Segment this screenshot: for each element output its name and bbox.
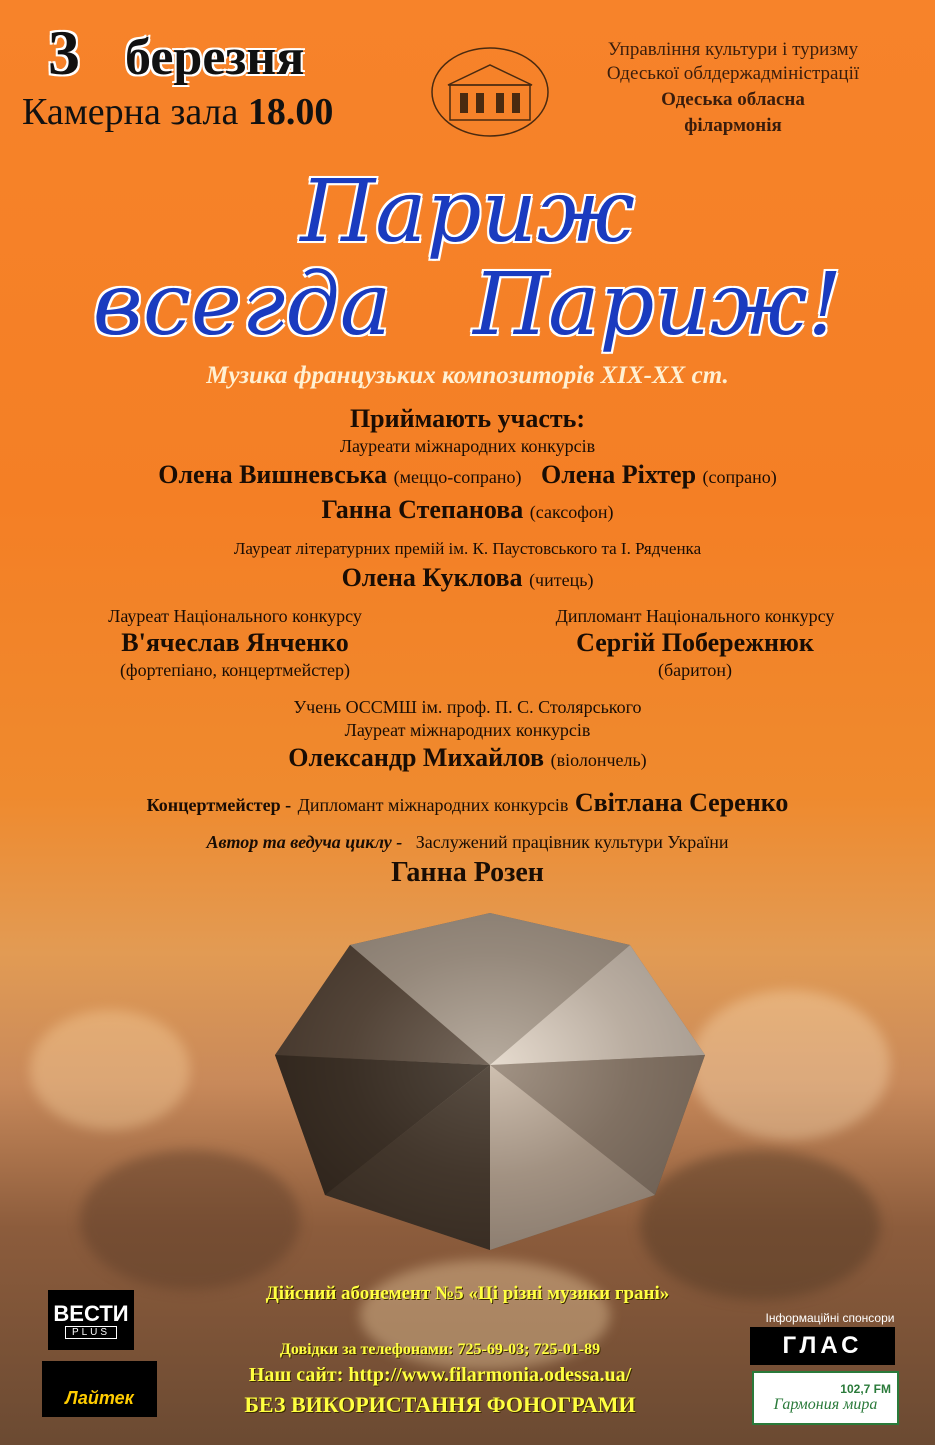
performer-role: (фортепіано, концертмейстер) (119, 660, 351, 680)
poster-title-line2-text: всегда Париж! (92, 255, 843, 355)
performer-role: (читець) (529, 570, 594, 590)
organizer-line: Одеської облдержадміністрації (606, 63, 860, 84)
poster-subtitle: Музика французьких композиторів XIX-XX ст. (206, 362, 729, 389)
performer-name: Ганна Розен (391, 857, 544, 888)
performer-name: Сергій Побережнюк (576, 628, 814, 657)
performer-name: Ганна Степанова (321, 495, 524, 524)
accompanist-label: Концертмейстер - (146, 795, 292, 815)
host-label: Автор та ведуча циклу - (206, 832, 403, 852)
info-sponsors-label: Інформаційні спонсори (765, 1311, 895, 1325)
venue-time: 18.00 (247, 91, 334, 133)
performer-name: Олена Куклова (341, 563, 523, 592)
performer-name: Олександр Михайлов (288, 743, 545, 772)
laytek-logo (42, 1361, 157, 1417)
radio-frequency: 102,7 FM (840, 1382, 891, 1396)
subscription-note: Дійсний абонемент №5 «Ці різні музики грані» (265, 1283, 670, 1304)
performers-row (0, 743, 935, 773)
performer-role: (саксофон) (529, 502, 614, 522)
poster-title-line2 (0, 255, 935, 355)
laytek-logo-text: Лайтек (65, 1387, 134, 1408)
note-literary: Лауреат літературних премій ім. К. Паустовського та І. Рядченка (233, 539, 702, 558)
vesti-logo-text: ВЕСТИ (53, 1300, 129, 1326)
performers-row (0, 563, 935, 593)
garmonia-mira-radio-logo (752, 1371, 899, 1425)
performer-role: (віолончель) (550, 750, 647, 770)
note-left: Лауреат Національного конкурсу (108, 606, 362, 626)
date-month: березня (125, 29, 305, 86)
note-laureates: Лауреати міжнародних конкурсів (339, 436, 596, 456)
note-student: Учень ОССМШ ім. проф. П. С. Столярського (293, 697, 642, 717)
website-link[interactable]: Наш сайт: http://www.filarmonia.odessa.ua/ (248, 1364, 632, 1386)
host-row (0, 832, 935, 853)
performer-role: (баритон) (657, 660, 733, 680)
note-right: Дипломант Національного конкурсу (555, 606, 835, 626)
radio-logo-text: Гармония мира (773, 1396, 878, 1413)
date-day: 3 (48, 17, 80, 88)
organizer-line: філармонія (684, 115, 782, 136)
organizer-line: Одеська обласна (661, 89, 805, 110)
host-note: Заслужений працівник культури України (415, 832, 729, 852)
vesti-logo-sub: PLUS (65, 1326, 117, 1339)
performer-name: Олена Вишневська (158, 460, 388, 489)
diamond-illustration (255, 905, 725, 1265)
participants-heading: Приймають участь: (349, 404, 586, 433)
venue-hall: Камерна зала (22, 91, 239, 133)
vesti-plus-logo (48, 1290, 134, 1350)
philharmonic-building-emblem (430, 45, 550, 140)
phones: Довідки за телефонами: 725-69-03; 725-01-89 (279, 1341, 601, 1358)
performers-row (0, 460, 935, 490)
performer-name: В'ячеслав Янченко (121, 628, 349, 657)
note-student2: Лауреат міжнародних конкурсів (344, 720, 591, 740)
poster-title-line1: Париж (300, 162, 635, 262)
venue (22, 90, 333, 134)
performer-name: Світлана Серенко (574, 788, 789, 817)
performer-role: (сопрано) (702, 467, 777, 487)
accompanist-note: Дипломант міжнародних конкурсів (297, 795, 569, 815)
glas-logo-text: ГЛАС (782, 1332, 863, 1359)
accompanist-row (0, 788, 935, 818)
performer-name: Олена Ріхтер (540, 460, 697, 489)
glas-logo (750, 1327, 895, 1365)
bokeh-light (30, 1010, 190, 1130)
organizer-line: Управління культури і туризму (607, 39, 859, 60)
no-playback-note: БЕЗ ВИКОРИСТАННЯ ФОНОГРАМИ (244, 1392, 636, 1417)
performers-row (0, 495, 935, 525)
performer-role: (меццо-сопрано) (393, 467, 522, 487)
